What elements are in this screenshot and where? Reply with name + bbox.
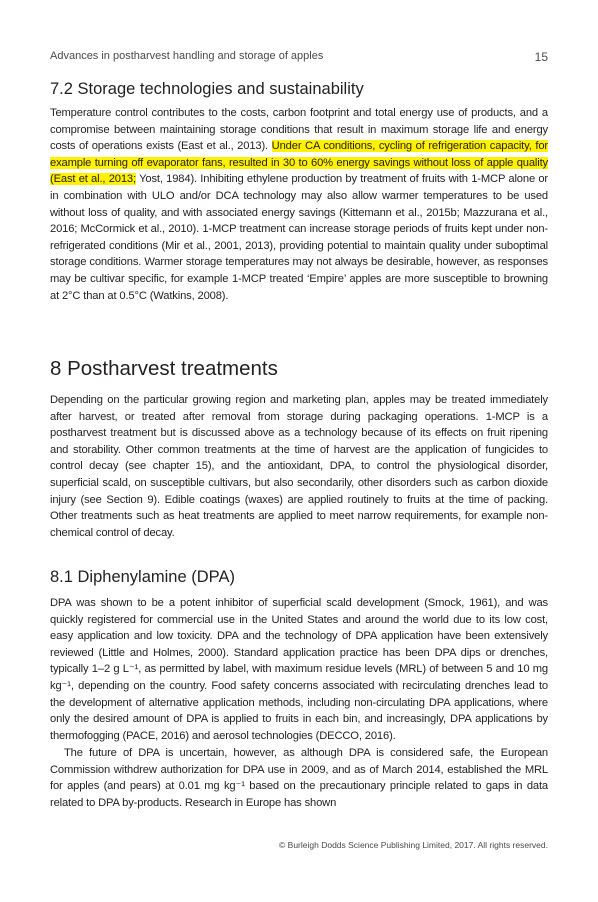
section-heading-8-1: 8.1 Diphenylamine (DPA): [50, 568, 235, 586]
section-heading-7-2: 7.2 Storage technologies and sustainability: [50, 80, 364, 98]
copyright-footer: © Burleigh Dodds Science Publishing Limited, 2017. All rights reserved.: [279, 840, 548, 850]
paragraph-postharvest-treatments: Depending on the particular growing region and marketing plan, apples may be treated immediately after harvest, or treated after removal from storage during packaging operations. 1-MCP is a postharvest treatment but is discussed above as a technology because of its effects on fruit ripening and storability. Other common treatments at the time of harvest are the application of fungicides to control decay (see chapter 15), and the antioxidant, DPA, to control the physiological disorder, superficial scald, on susceptible cultivars, but also secondarily, other disorders such as carbon dioxide injury (see Section 9). Edible coatings (waxes) are applied routinely to fruits at the time of packing. Other treatments such as heat treatments are applied to meet narrow requirements, for example non-chemical control of decay.: [50, 394, 548, 539]
running-title: Advances in postharvest handling and storage of apples: [50, 50, 324, 62]
page-number: 15: [534, 50, 548, 64]
paragraph-text: Yost, 1984). Inhibiting ethylene production by treatment of fruits with 1-MCP alone or in combination with ULO and/or DCA technology may also allow warmer temperatures to be used without loss of quality, and with associated energy savings (Kittemann et al., 2015b; Mazzurana et al., 2016; McCormick et al., 2010). 1-MCP treatment can increase storage periods of fruits kept under non-refrigerated conditions (Mir et al., 2001, 2013), providing potential to maintain quality under suboptimal storage conditions. Warmer storage temperatures may not always be desirable, however, as responses may be cultivar specific, for example 1-MCP treated ‘Empire’ apples are more susceptible to browning at 2°C than at 0.5°C (Watkins, 2008).: [50, 173, 548, 302]
paragraph-dpa-1: DPA was shown to be a potent inhibitor of superficial scald development (Smock, 1961), and was quickly registered for commercial use in the United States and around the world due to its low cost, easy application and low toxicity. DPA and the technology of DPA application have been extensively reviewed (Little and Holmes, 2000). Standard application practice has been DPA dips or drenches, typically 1–2 g L⁻¹, as permitted by label, with maximum residue levels (MRL) of between 5 and 10 mg kg⁻¹, depending on the country. Food safety concerns associated with recirculating drenches lead to the development of alternative application methods, including non-circulating DPA applications, where only the desired amount of DPA is applied to fruits in each bin, and increasingly, DPA applications by thermofogging (PACE, 2016) and aerosol technologies (DECCO, 2016).: [50, 597, 548, 742]
highlighted-text: Under CA conditions, cycling of refrigeration capacity, for example turning off evaporator fans, resulted in 30 to 60% energy savings without loss of apple quality (East et al., 2013;: [50, 140, 548, 186]
paragraph-dpa-2: The future of DPA is uncertain, however, as although DPA is considered safe, the European Commission withdrew authorization for DPA use in 2009, and as of March 2014, established the MRL for apples (and pears) at 0.01 mg kg⁻¹ based on the precautionary principle related to gaps in data related to DPA by-products. Research in Europe has shown: [50, 747, 548, 809]
paragraph-text: Temperature control contributes to the costs, carbon footprint and total energy use of products, and a compromise between maintaining storage conditions that result in maximum storage life and energy costs of operations exists (East et al., 2013).: [50, 107, 548, 153]
running-header: [50, 50, 548, 66]
paragraph-storage-technologies: [50, 105, 548, 304]
section-heading-8: 8 Postharvest treatments: [50, 357, 278, 380]
